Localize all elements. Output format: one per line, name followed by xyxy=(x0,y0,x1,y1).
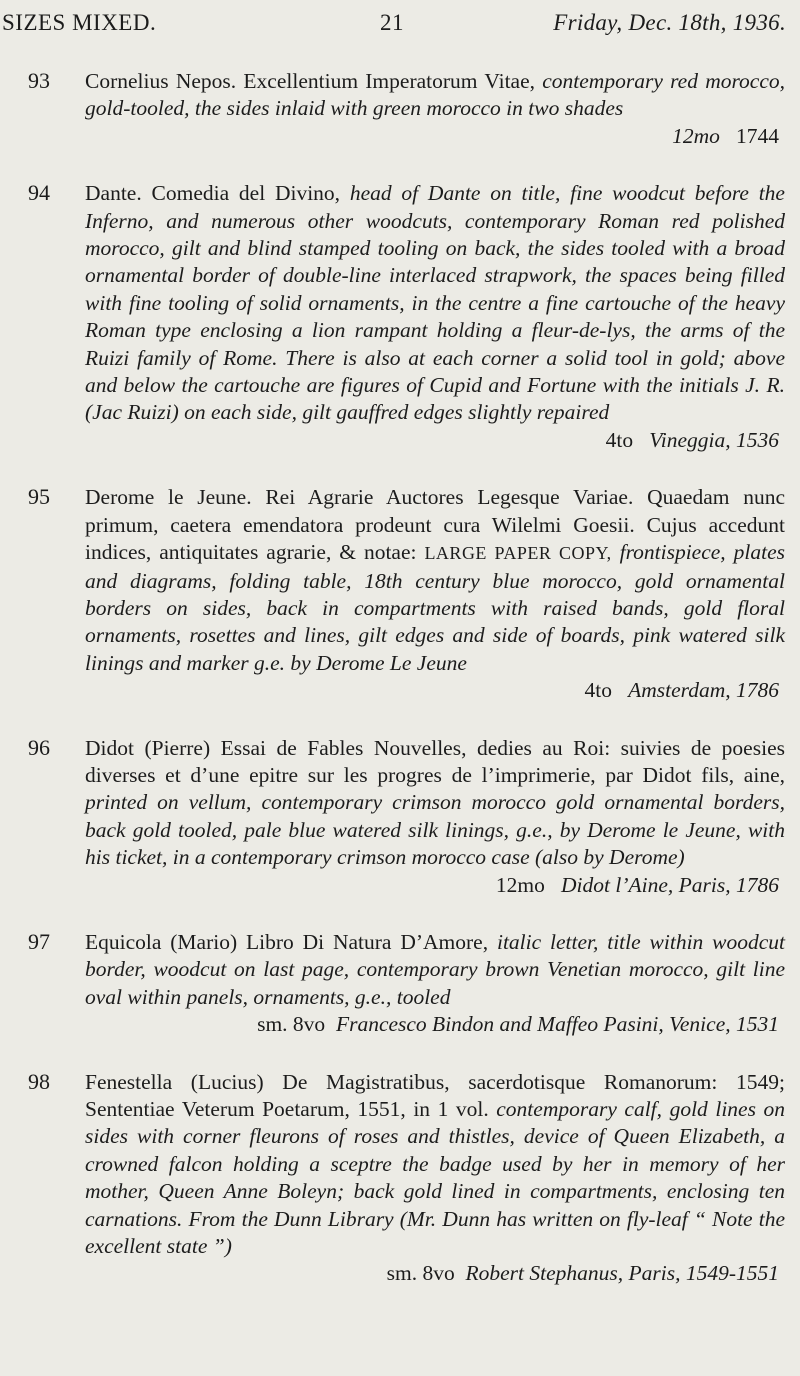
lot-author: Equicola (Mario) xyxy=(85,929,238,954)
lot-title: Comedia del Divino, xyxy=(141,181,350,206)
lot-author: Dante. xyxy=(85,181,142,206)
lot-imprint: Didot l’Aine, Paris, 1786 xyxy=(561,872,779,897)
lot-imprint-line xyxy=(85,123,785,150)
section-title: SIZES MIXED. xyxy=(2,10,157,35)
lot-imprint: Amsterdam, 1786 xyxy=(628,678,779,703)
lot-format: 4to xyxy=(605,427,634,452)
lot-entry xyxy=(85,929,785,1039)
lot-description: italic letter, title within woodcut border, woodcut on last page, contemporary brown Venetian morocco, gilt line oval within panels, ornaments, g.e., tooled xyxy=(85,929,786,1009)
lot-entry xyxy=(85,68,785,150)
lot-number: 95 xyxy=(28,484,50,510)
lot-97 xyxy=(0,929,800,1039)
lot-imprint: 1744 xyxy=(736,123,779,148)
lot-title: Essai de Fables Nouvelles, dedies au Roi: suivies de poesies diverses et d’une epitre sur les progres de l’imprimerie, par Didot fils, aine, xyxy=(85,735,785,787)
lot-author: Fenestella (Lucius) xyxy=(85,1069,264,1094)
lot-title: Rei Agrarie Auctores Legesque Variae. Quaedam nunc primum, caetera emendatora prodeunt cura Wilelmi Goesii. Cujus accedunt indices, antiquitates agrarie, & notae: xyxy=(85,485,785,565)
lot-number: 94 xyxy=(28,180,50,206)
lot-format: 12mo xyxy=(495,872,545,897)
lot-title: De Magistratibus, sacerdotisque Romanorum: 1549; Sententiae Veterum Poetarum, 1551, in 1 vol. xyxy=(85,1069,785,1121)
lot-94 xyxy=(0,180,800,454)
lot-imprint-line xyxy=(85,427,785,454)
lot-format: sm. 8vo xyxy=(386,1261,455,1286)
lot-number: 98 xyxy=(28,1068,50,1094)
lot-number: 96 xyxy=(28,734,50,760)
lot-imprint: Vineggia, 1536 xyxy=(649,427,779,452)
lot-imprint: Francesco Bindon and Maffeo Pasini, Venice, 1531 xyxy=(335,1012,779,1037)
lot-imprint-line xyxy=(85,1011,785,1038)
lot-title: Excellentium Imperatorum Vitae, xyxy=(236,69,543,93)
lot-description: frontispiece, plates and diagrams, folding table, 18th century blue morocco, gold ornamental borders on sides, back in compartments with raised bands, gold floral ornaments, rosettes and lines, gilt edges and side of boards, pink watered silk linings and marker g.e. by Derome Le Jeune xyxy=(85,540,785,675)
large-paper-note: LARGE PAPER COPY, xyxy=(424,543,612,564)
lot-description: head of Dante on title, fine woodcut before the Inferno, and numerous other woodcuts, contemporary Roman red polished morocco, gilt and blind stamped tooling on back, the sides tooled with a broad ornamental border of double-line interlaced strapwork, the spaces being filled with fine tooling of solid ornaments, in the centre a fine cartouche of the heavy Roman type enclosing a lion rampant holding a fleur-de-lys, the arms of the Ruizi family of Rome. There is also at each corner a solid tool in gold; above and below the cartouche are figures of Cupid and Fortune with the initials J. R. (Jac Ruizi) on each side, gilt gauffred edges slightly repaired xyxy=(85,181,785,425)
lot-entry xyxy=(85,735,785,899)
lot-format: 4to xyxy=(584,678,612,703)
lot-description: contemporary red morocco, gold-tooled, the sides inlaid with green morocco in two shades xyxy=(85,69,786,121)
lot-format: sm. 8vo xyxy=(257,1012,326,1037)
lot-entry xyxy=(85,180,785,454)
lot-title: Libro Di Natura D’Amore, xyxy=(237,929,497,954)
lot-author: Didot (Pierre) xyxy=(85,735,211,760)
lot-description: contemporary calf, gold lines on sides with corner fleurons of roses and thistles, device of Queen Elizabeth, a crowned falcon holding a sceptre the badge used by her in memory of her mother, Queen Anne Boleyn; back gold lined in compartments, enclosing ten carnations. From the Dunn Library (Mr. Dunn has written on fly-leaf “ Note the excellent state ”) xyxy=(85,1097,785,1259)
lot-entry xyxy=(85,484,785,704)
lot-95 xyxy=(0,484,800,704)
lot-imprint: Robert Stephanus, Paris, 1549-1551 xyxy=(465,1261,779,1286)
lot-93 xyxy=(0,68,800,150)
lot-96 xyxy=(0,735,800,899)
lot-format: 12mo xyxy=(672,123,720,148)
lot-number: 93 xyxy=(28,68,50,93)
sale-date: Friday, Dec. 18th, 1936. xyxy=(553,10,786,35)
lot-description: printed on vellum, contemporary crimson morocco gold ornamental borders, back gold tooled, pale blue watered silk linings, g.e., by Derome le Jeune, with his ticket, in a contemporary crimson morocco case (also by Derome) xyxy=(85,790,785,870)
page-number: 21 xyxy=(380,10,404,35)
lot-98 xyxy=(0,1069,800,1288)
lot-imprint-line xyxy=(85,677,785,704)
lot-entry xyxy=(85,1069,785,1288)
lot-imprint-line xyxy=(85,1260,785,1287)
lot-imprint-line xyxy=(85,872,785,899)
lot-author: Cornelius Nepos. xyxy=(85,69,237,93)
page-header xyxy=(0,10,800,50)
lot-number: 97 xyxy=(28,928,50,954)
lot-list xyxy=(0,68,800,1318)
lot-author: Derome le Jeune. xyxy=(85,485,252,510)
